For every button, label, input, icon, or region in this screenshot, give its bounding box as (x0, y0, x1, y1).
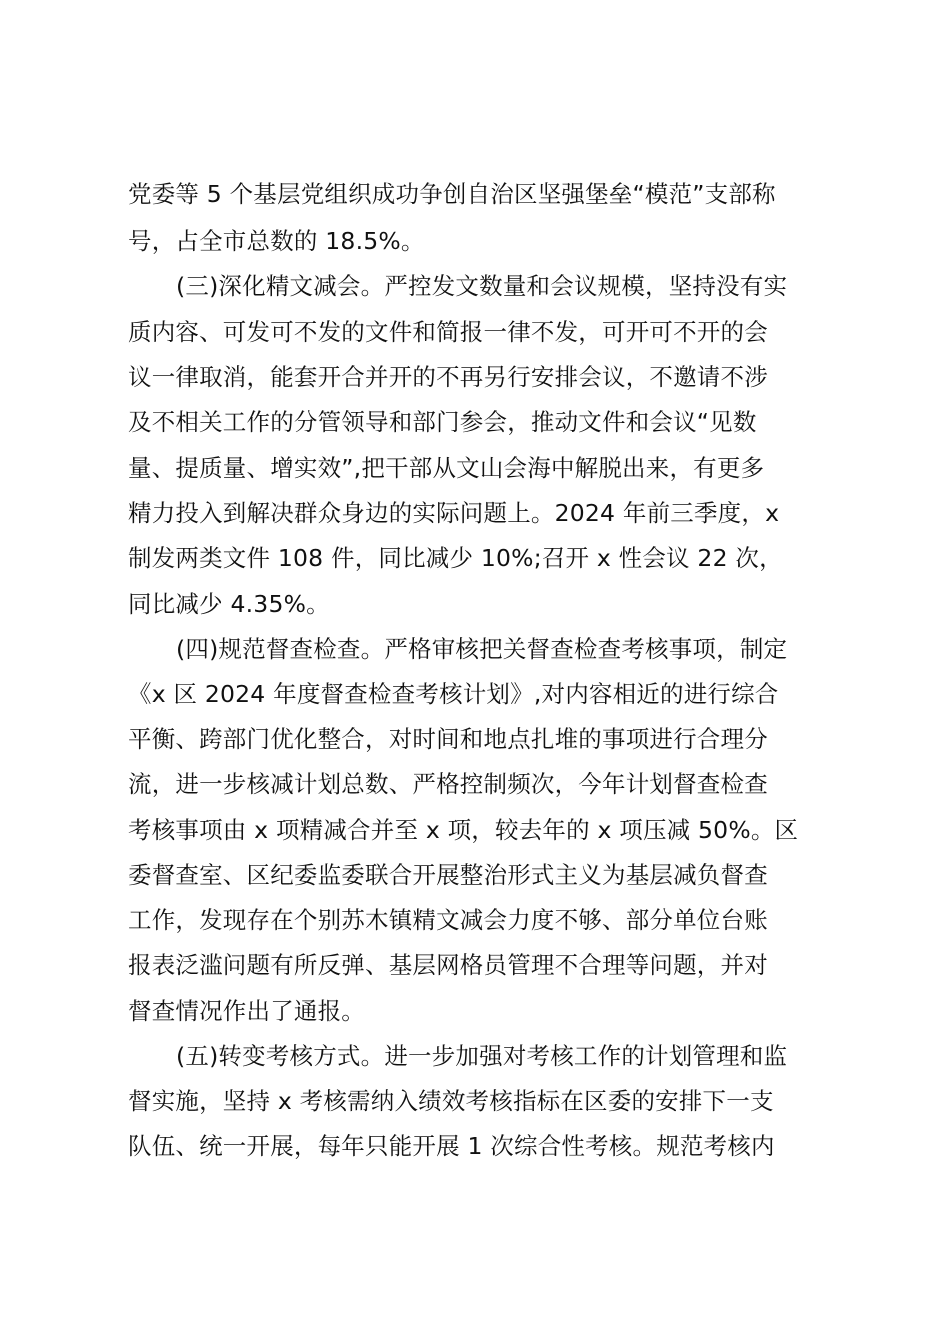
text-line: 精力投入到解决群众身边的实际问题上。2024 年前三季度，x (128, 499, 780, 527)
text-line: 制发两类文件 108 件，同比减少 10%;召开 x 性会议 22 次， (128, 544, 783, 572)
text-line: 督实施，坚持 x 考核需纳入绩效考核指标在区委的安排下一支 (128, 1087, 774, 1115)
text-line: 《x 区 2024 年度督查检查考核计划》,对内容相近的进行综合 (128, 680, 779, 708)
text-line: 质内容、可发可不发的文件和简报一律不发，可开可不开的会 (128, 318, 768, 346)
text-line: 议一律取消，能套开合并开的不再另行安排会议，不邀请不涉 (128, 363, 768, 391)
text-line: 工作，发现存在个别苏木镇精文减会力度不够、部分单位台账 (128, 906, 768, 934)
text-line: 及不相关工作的分管领导和部门参会，推动文件和会议“见数 (128, 408, 757, 436)
text-line: 督查情况作出了通报。 (128, 997, 365, 1025)
text-line: 同比减少 4.35%。 (128, 590, 330, 618)
paragraph-heading-line: (三)深化精文减会。严控发文数量和会议规模，坚持没有实 (176, 272, 788, 300)
text-line: 考核事项由 x 项精减合并至 x 项，较去年的 x 项压减 50%。区 (128, 816, 799, 844)
text-line: 号，占全市总数的 18.5%。 (128, 227, 425, 255)
text-line: 平衡、跨部门优化整合，对时间和地点扎堆的事项进行合理分 (128, 725, 768, 753)
text-line: 流，进一步核减计划总数、严格控制频次，今年计划督查检查 (128, 770, 768, 798)
text-line: 党委等 5 个基层党组织成功争创自治区坚强堡垒“模范”支部称 (128, 180, 776, 208)
text-line: 报表泛滥问题有所反弹、基层网格员管理不合理等问题，并对 (128, 951, 768, 979)
text-line: 队伍、统一开展，每年只能开展 1 次综合性考核。规范考核内 (128, 1132, 775, 1160)
paragraph-heading-line: (四)规范督查检查。严格审核把关督查检查考核事项，制定 (176, 635, 788, 663)
text-line: 委督查室、区纪委监委联合开展整治形式主义为基层减负督查 (128, 861, 768, 889)
text-line: 量、提质量、增实效”,把干部从文山会海中解脱出来，有更多 (128, 454, 765, 482)
paragraph-heading-line: (五)转变考核方式。进一步加强对考核工作的计划管理和监 (176, 1042, 788, 1070)
